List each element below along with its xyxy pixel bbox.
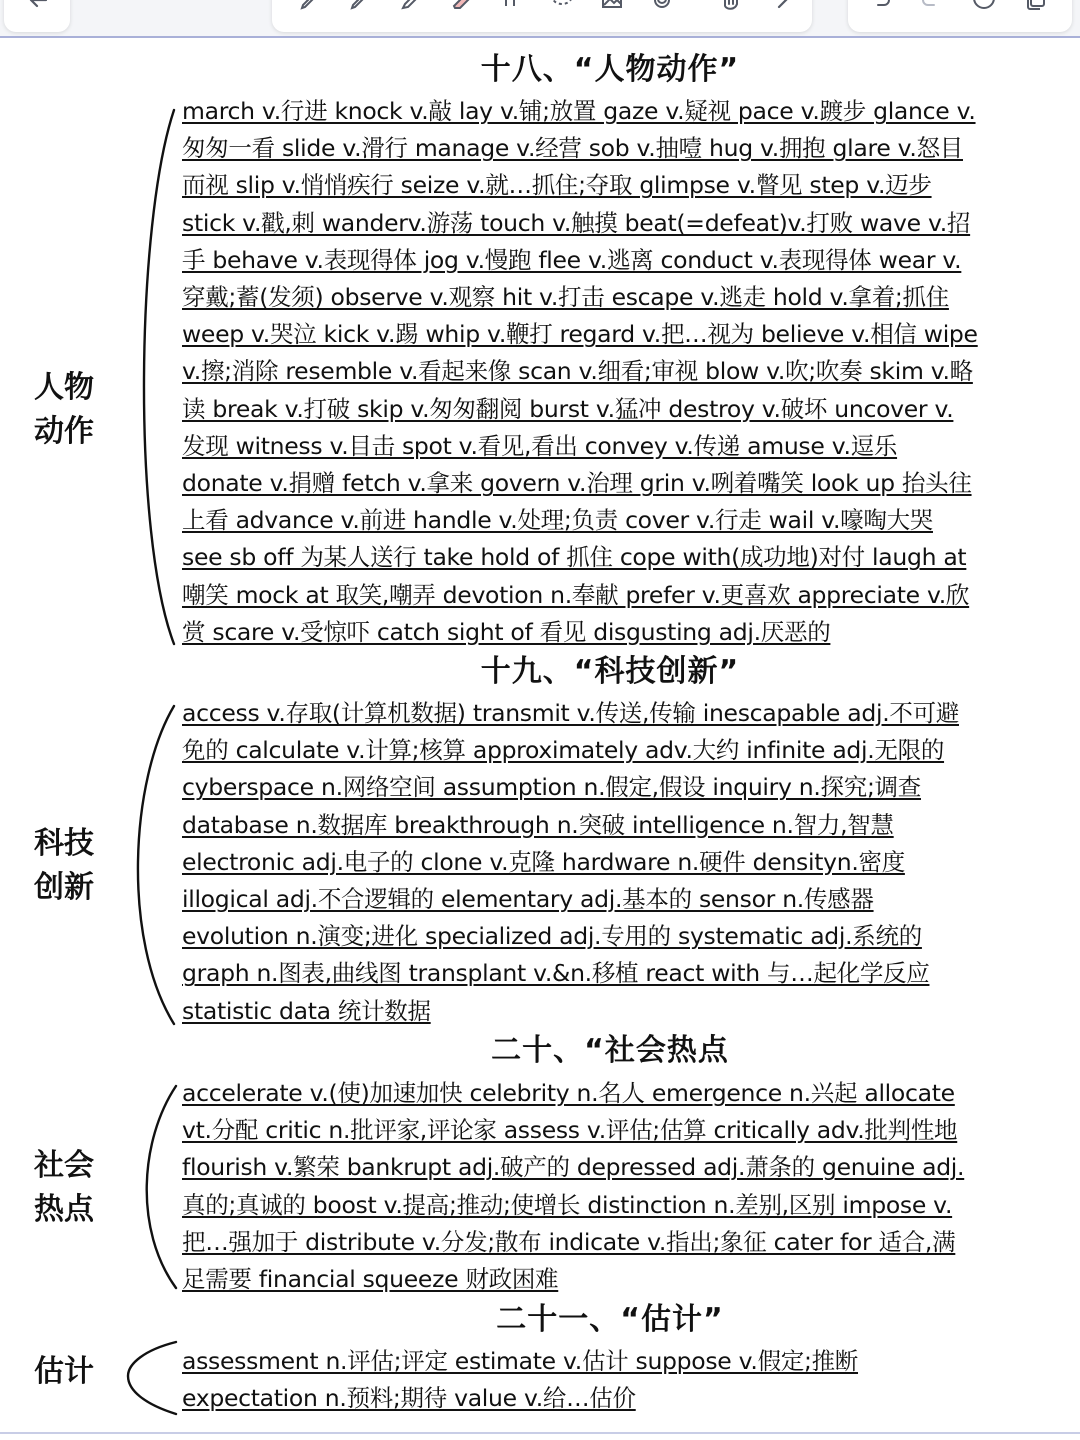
vocab-block-18 [182, 93, 1062, 651]
vocab-line: 把…强加于 distribute v.分发;散布 indicate v.指出;象征 cater for 适合,满 [182, 1227, 956, 1256]
arrow-left-icon[interactable] [20, 0, 56, 14]
side-label-line1: 科技 [34, 826, 94, 861]
more-icon[interactable] [966, 0, 1002, 14]
vocab-line: flourish v.繁荣 bankrupt adj.破产的 depressed adj.萧条的 genuine adj. [182, 1153, 965, 1182]
vocab-line: 嘲笑 mock at 取笑,嘲弄 devotion n.奉献 prefer v.更喜欢 appreciate v.欣 [182, 580, 970, 609]
side-label-19 [24, 822, 104, 910]
top-toolbar [0, 0, 1080, 38]
vocab-line: march v.行进 knock v.敲 lay v.铺;放置 gaze v.疑视 pace v.踱步 glance v. [182, 97, 976, 125]
pencil-icon[interactable] [342, 0, 378, 14]
side-label-20 [24, 1144, 104, 1232]
section-title-19: 十九、“科技创新” [480, 654, 740, 689]
vocab-line: stick v.戳,刺 wanderv.游荡 touch v.触摸 beat(=defeat)v.打败 wave v.招 [182, 208, 971, 237]
side-label-21 [24, 1350, 104, 1394]
vocab-line: 足需要 financial squeeze 财政困难 [182, 1265, 559, 1294]
section-title-18: 十八、“人物动作” [480, 52, 740, 87]
chevron-right-icon[interactable] [764, 0, 800, 14]
vocab-line: statistic data 统计数据 [182, 996, 431, 1025]
vocab-line: 上看 advance v.前进 handle v.处理;负责 cover v.行走 wail v.嚎啕大哭 [182, 506, 933, 535]
vocab-line: see sb off 为某人送行 take hold of 抓住 cope with(成功地)对付 laugh at [182, 543, 967, 572]
drawing-tools [272, 0, 812, 32]
vocab-line: access v.存取(计算机数据) transmit v.传送,传输 inescapable adj.不可避 [182, 699, 959, 727]
vocab-block-21 [182, 1343, 1062, 1417]
vocab-line: expectation n.预料;期待 value v.给…估价 [182, 1384, 636, 1413]
vocab-line: 读 break v.打破 skip v.匆匆翻阅 burst v.猛冲 destroy v.破坏 uncover v. [182, 394, 954, 423]
redo-icon[interactable] [914, 0, 950, 14]
side-label-line2: 动作 [34, 414, 94, 449]
vocab-line: 发现 witness v.目击 spot v.看见,看出 convey v.传递 amuse v.逗乐 [182, 431, 898, 460]
eraser-icon[interactable] [442, 0, 478, 14]
vocab-line: 手 behave v.表现得体 jog v.慢跑 flee v.逃离 conduct v.表现得体 wear v. [182, 245, 962, 274]
brace-20 [130, 1080, 182, 1294]
back-button[interactable] [4, 0, 70, 32]
microphone-icon[interactable] [644, 0, 680, 14]
vocab-line: v.擦;消除 resemble v.看起来像 scan v.细看;审视 blow v.吹;吹奏 skim v.略 [182, 357, 973, 386]
section-title-20: 二十、“社会热点 [491, 1033, 729, 1068]
vocab-line: 免的 calculate v.计算;核算 approximately adv.大约 infinite adj.无限的 [182, 736, 945, 765]
brace-21 [124, 1338, 180, 1418]
page-bottom-divider [0, 1432, 1080, 1434]
vocab-line: evolution n.演变;进化 specialized adj.专用的 systematic adj.系统的 [182, 922, 922, 951]
vocab-line: 真的;真诚的 boost v.提高;推动;使增长 distinction n.差别,区别 impose v. [182, 1190, 953, 1219]
vocab-line: donate v.捐赠 fetch v.拿来 govern v.治理 grin v.咧着嘴笑 look up 抬头往 [182, 469, 972, 498]
vocab-line: weep v.哭泣 kick v.踢 whip v.鞭打 regard v.把…视为 believe v.相信 wipe [182, 320, 978, 349]
side-label-18 [24, 366, 104, 454]
side-label-line1: 社会 [34, 1148, 94, 1183]
vocab-line: 匆匆一看 slide v.滑行 manage v.经营 sob v.抽噎 hug v.拥抱 glare v.怒目 [182, 134, 963, 163]
vocab-line: assessment n.评估;评定 estimate v.估计 suppose v.假定;推断 [182, 1347, 859, 1375]
side-label-line1: 估计 [34, 1354, 94, 1389]
page-actions [848, 0, 1072, 32]
vocab-line: cyberspace n.网络空间 assumption n.假定,假设 inquiry n.探究;调查 [182, 773, 921, 802]
vocab-line: graph n.图表,曲线图 transplant v.&n.移植 react with 与…起化学反应 [182, 959, 930, 988]
vocab-line: accelerate v.(使)加速加快 celebrity n.名人 emergence n.兴起 allocate [182, 1079, 955, 1107]
vocab-block-19 [182, 695, 1062, 1030]
section-title-21: 二十一、“估计” [496, 1302, 724, 1337]
brace-18 [128, 104, 184, 650]
undo-icon[interactable] [862, 0, 898, 14]
side-label-line2: 热点 [34, 1192, 94, 1227]
brace-19 [120, 700, 180, 1030]
pen-icon[interactable] [292, 0, 328, 14]
vocab-line: 而视 slip v.悄悄疾行 seize v.就…抓住;夺取 glimpse v.瞥见 step v.迈步 [182, 171, 932, 200]
vocab-line: illogical adj.不合逻辑的 elementary adj.基本的 sensor n.传感器 [182, 885, 874, 914]
vocab-line: electronic adj.电子的 clone v.克隆 hardware n.硬件 densityn.密度 [182, 847, 905, 876]
hand-icon[interactable] [712, 0, 748, 14]
vocab-line: 赏 scare v.受惊吓 catch sight of 看见 disgusting adj.厌恶的 [182, 617, 831, 646]
vocab-line: vt.分配 critic n.批评家,评论家 assess v.评估;估算 critically adv.批判性地 [182, 1116, 958, 1145]
vocab-line: 穿戴;蓄(发须) observe v.观察 hit v.打击 escape v.逃走 hold v.拿着;抓住 [182, 283, 949, 312]
pages-icon[interactable] [1018, 0, 1054, 14]
image-icon[interactable] [594, 0, 630, 14]
vocab-line: database n.数据库 breakthrough n.突破 intelligence n.智力,智慧 [182, 810, 894, 839]
highlighter-icon[interactable] [392, 0, 428, 14]
side-label-line1: 人物 [34, 370, 94, 405]
side-label-line2: 创新 [34, 870, 94, 905]
lasso-icon[interactable] [544, 0, 580, 14]
vocab-block-20 [182, 1075, 1062, 1298]
text-tool-icon[interactable] [494, 0, 530, 14]
